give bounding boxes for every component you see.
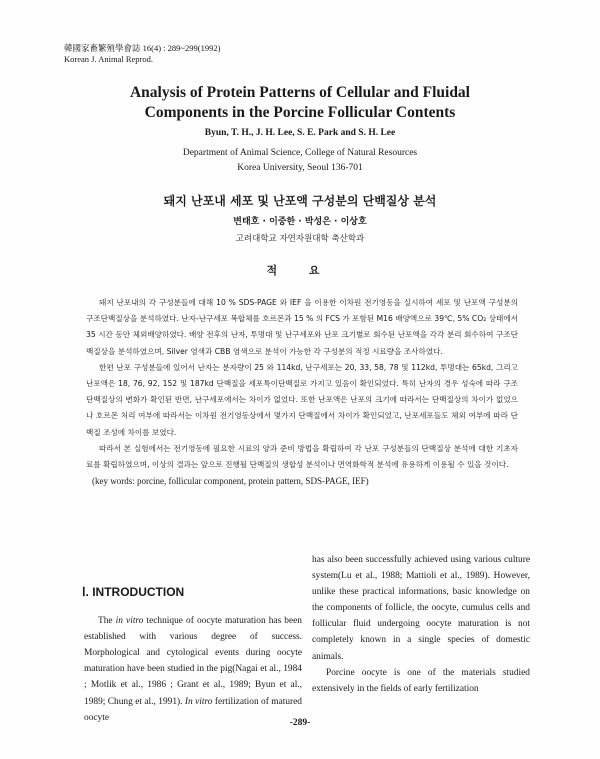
- abstract-paragraph-3: 따라서 본 실험에서는 전기영동에 필요한 시료의 양과 준비 방법을 확립하여 각 난포 구성분들의 단백질상 분석에 대한 기초자료를 확립하였으며, 이상의 결과는 앞으로 진행될 단백질의 생합성 분석이나 면역화학적 분석에 유용하게 이용될 수 있을 것이다.: [86, 443, 518, 470]
- journal-citation-english: Korean J. Animal Reprod.: [64, 54, 153, 64]
- introduction-paragraph-1: [84, 613, 302, 726]
- column-left: [84, 584, 302, 726]
- abstract-keywords: (key words: porcine, follicular component, protein pattern, SDS-PAGE, IEF): [92, 476, 369, 487]
- intro-text-mid: technique of oocyte maturation has been established with various degree of success. Morphological and cytological events during oocyte maturation have been studied in the pig(Nagai et al., 1984 ; Motlik et al., 1986 ; Grant et al., 1989; Byun et al., 1989; Chung et al., 1991).: [84, 616, 302, 707]
- paper-title-line-2: Components in the Porcine Follicular Contents: [144, 104, 456, 121]
- journal-citation-korean: 韓國家畜繁殖學會誌 16(4) : 289~299(1992): [64, 43, 221, 53]
- abstract-paragraph-1: 돼지 난포내의 각 구성분들에 대해 10 % SDS-PAGE 와 IEF 을 이용한 이차원 전기영동을 실시하여 세포 및 난포액 구성분의 구조단백질상을 분석하였다. 난자-난구세포 복합체를 호르몬과 15 % 의 FCS 가 포함된 M16 배양액으로 39℃, 5% CO₂ 상태에서 35 시간 동안 체외배양하였다. 배양 전후의 난자, 투명대 및 난구세포와 난포 크기별로 회수된 난포액을 각각 분리 회수하여 구조단백질상을 분석하였으며, Silver 염색과 CBB 염색으로 분석이 가능한 각 구성분의 적정 시료량을 조사하였다.: [86, 298, 518, 356]
- paper-title: [60, 83, 540, 123]
- affiliation: [60, 146, 540, 176]
- abstract-paragraph-2: 한편 난포 구성분들에 있어서 난자는 분자량이 25 와 114kd, 난구세포는 20, 33, 58, 78 및 112kd, 투명대는 65kd, 그리고 난포액은 18, 76, 92, 152 및 187kd 단백질을 세포특이단백질로 가지고 있음이 확인되었다. 특히 난자의 경우 성숙에 따라 구조단백질상의 변화가 확인된 반면, 난구세포에서는 차이가 없었다. 또한 난포액은 난포의 크기에 따라서는 단백질상의 차이가 없었으나 호르몬 처리 여부에 따라서는 이차원 전기영동상에서 몇가지 단백질에서 차이가 확인되었고, 난포세포들도 체외 여부에 따라 단백질 조성에 차이를 보였다.: [86, 362, 518, 437]
- korean-title: 돼지 난포내 세포 및 난포액 구성분의 단백질상 분석: [163, 194, 437, 208]
- introduction-heading: Ⅰ. INTRODUCTION: [82, 585, 185, 599]
- author-list: Byun, T. H., J. H. Lee, S. E. Park and S. H. Lee: [204, 128, 396, 138]
- abstract-heading: 적 요: [266, 264, 334, 277]
- paper-title-line-1: Analysis of Protein Patterns of Cellular and Fluidal: [129, 84, 470, 101]
- introduction-paragraph-1-continued: has also been successfully achieved using various culture system(Lu et al., 1988; Mattioli et al., 1989). However, unlike these practical informations, basic knowledge on the components of follicle, the oocyte, cumulus cells and follicular fluid undergoing oocyte maturation is not completely known in a single species of domestic animals.: [312, 555, 530, 662]
- intro-text-post: fertilization of matured oocyte: [84, 696, 302, 723]
- korean-author-list: 변태호 · 이중한 · 박성은 · 이상호: [233, 217, 367, 227]
- intro-text-pre: The: [98, 616, 116, 627]
- intro-italic-in-vitro-2: In vitro: [184, 696, 213, 707]
- korean-affiliation: 고려대학교 자연자원대학 축산학과: [235, 234, 365, 244]
- abstract-body: [86, 295, 518, 489]
- column-right: [312, 552, 530, 697]
- affiliation-university: Korea University, Seoul 136-701: [237, 163, 363, 173]
- intro-italic-in-vitro-1: in vitro: [115, 616, 144, 627]
- affiliation-department: Department of Animal Science, College of Natural Resources: [182, 148, 418, 158]
- introduction-paragraph-2: Porcine oocyte is one of the materials studied extensively in the fields of early fertilization: [312, 667, 530, 694]
- page-number: -289-: [289, 718, 311, 728]
- journal-citation: [64, 43, 220, 65]
